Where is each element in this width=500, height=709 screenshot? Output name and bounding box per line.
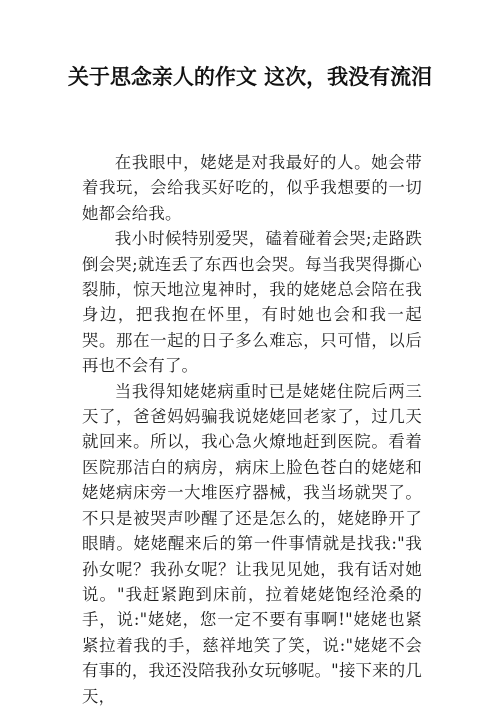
paragraph-3: 当我得知姥姥病重时已是姥姥住院后两三天了，爸爸妈妈骗我说姥姥回老家了，过几天就回来。所以，我心急火燎地赶到医院。看着医院那洁白的病房，病床上脸色苍白的姥姥和姥姥病床旁一大堆医疗器械，我当场就哭了。不只是被哭声吵醒了还是怎么的，姥姥睁开了眼睛。姥姥醒来后的第一件事情就是找我:"我孙女呢？我孙女呢？让我见见她，我有话对她说。"我赶紧跑到床前，拉着姥姥饱经沧桑的手，说:"姥姥，您一定不要有事啊!"姥姥也紧紧拉着我的手，慈祥地笑了笑，说:"姥姥不会有事的，我还没陪我孙女玩够呢。"接下来的几天， — [82, 381, 422, 706]
document-body — [82, 150, 422, 709]
document-title: 关于思念亲人的作文 这次，我没有流泪 — [67, 65, 433, 89]
paragraph-2: 我小时候特别爱哭，磕着碰着会哭;走路跌倒会哭;就连丢了东西也会哭。每当我哭得撕心裂肺，惊天地泣鬼神时，我的姥姥总会陪在我身边，把我抱在怀里，有时她也会和我一起哭。那在一起的日子多么难忘，只可惜，以后再也不会有了。 — [82, 229, 422, 376]
paragraph-1: 在我眼中，姥姥是对我最好的人。她会带着我玩，会给我买好吃的，似乎我想要的一切她都会给我。 — [82, 153, 422, 223]
